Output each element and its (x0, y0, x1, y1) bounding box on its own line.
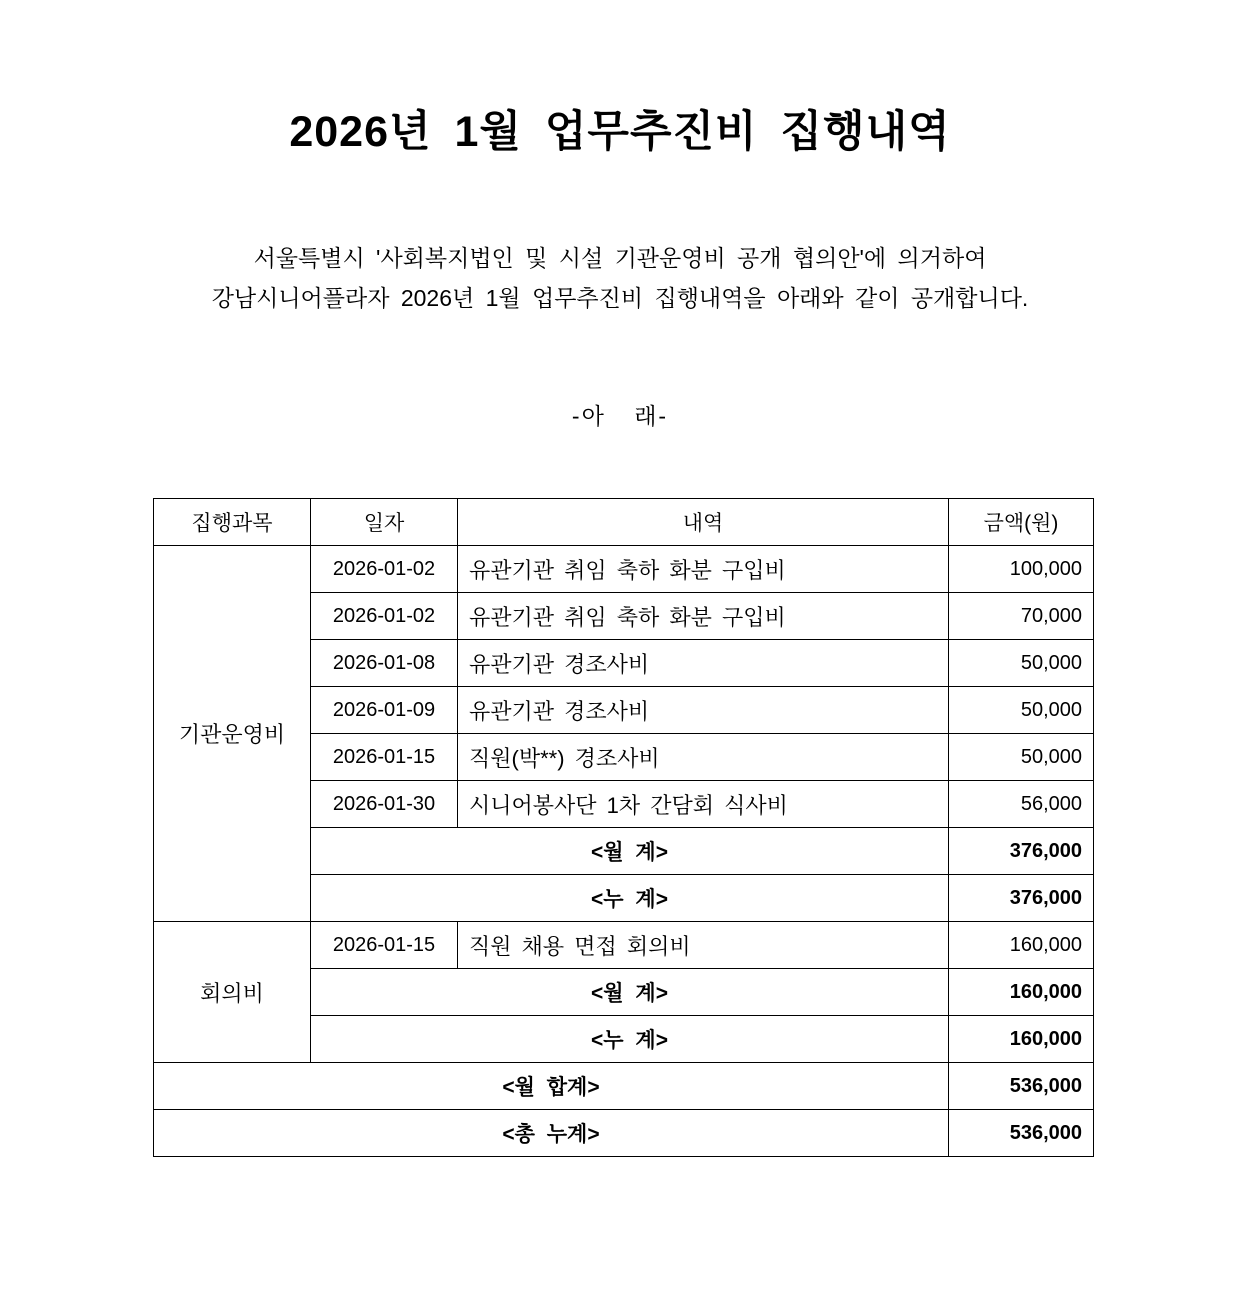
amount-cell: 160,000 (949, 922, 1094, 969)
cumulative-subtotal-label: <누 계> (311, 1016, 949, 1063)
category-cell: 기관운영비 (154, 546, 311, 922)
date-cell: 2026-01-08 (311, 640, 458, 687)
table-row (154, 922, 1094, 969)
table-row (154, 546, 1094, 593)
amount-cell: 70,000 (949, 593, 1094, 640)
amount-cell: 50,000 (949, 640, 1094, 687)
cumulative-subtotal-label: <누 계> (311, 875, 949, 922)
month-total-label: <월 합계> (154, 1063, 949, 1110)
date-cell: 2026-01-15 (311, 922, 458, 969)
description-cell: 직원 채용 면접 회의비 (458, 922, 949, 969)
amount-cell: 50,000 (949, 687, 1094, 734)
grand-total-row (154, 1110, 1094, 1157)
table-header-row (154, 499, 1094, 546)
amount-cell: 56,000 (949, 781, 1094, 828)
intro-line-2: 강남시니어플라자 2026년 1월 업무추진비 집행내역을 아래와 같이 공개합니다. (211, 285, 1029, 311)
header-category: 집행과목 (154, 499, 311, 546)
month-total-row (154, 1063, 1094, 1110)
description-cell: 직원(박**) 경조사비 (458, 734, 949, 781)
date-cell: 2026-01-15 (311, 734, 458, 781)
monthly-subtotal-amount: 376,000 (949, 828, 1094, 875)
cumulative-subtotal-amount: 376,000 (949, 875, 1094, 922)
intro-line-1: 서울특별시 '사회복지법인 및 시설 기관운영비 공개 협의안'에 의거하여 (253, 245, 987, 271)
notice-heading: -아 래- (571, 403, 669, 429)
description-cell: 유관기관 경조사비 (458, 640, 949, 687)
description-cell: 유관기관 취임 축하 화분 구입비 (458, 593, 949, 640)
date-cell: 2026-01-30 (311, 781, 458, 828)
grand-total-amount: 536,000 (949, 1110, 1094, 1157)
page-title: 2026년 1월 업무추진비 집행내역 (289, 108, 951, 156)
month-total-amount: 536,000 (949, 1063, 1094, 1110)
description-cell: 유관기관 취임 축하 화분 구입비 (458, 546, 949, 593)
amount-cell: 100,000 (949, 546, 1094, 593)
grand-total-label: <총 누계> (154, 1110, 949, 1157)
header-amount: 금액(원) (949, 499, 1094, 546)
intro-text (0, 238, 1240, 318)
header-date: 일자 (311, 499, 458, 546)
category-cell: 회의비 (154, 922, 311, 1063)
cumulative-subtotal-amount: 160,000 (949, 1016, 1094, 1063)
monthly-subtotal-amount: 160,000 (949, 969, 1094, 1016)
expense-table (153, 498, 1094, 1157)
date-cell: 2026-01-09 (311, 687, 458, 734)
date-cell: 2026-01-02 (311, 546, 458, 593)
date-cell: 2026-01-02 (311, 593, 458, 640)
monthly-subtotal-label: <월 계> (311, 828, 949, 875)
description-cell: 유관기관 경조사비 (458, 687, 949, 734)
header-description: 내역 (458, 499, 949, 546)
description-cell: 시니어봉사단 1차 간담회 식사비 (458, 781, 949, 828)
amount-cell: 50,000 (949, 734, 1094, 781)
monthly-subtotal-label: <월 계> (311, 969, 949, 1016)
